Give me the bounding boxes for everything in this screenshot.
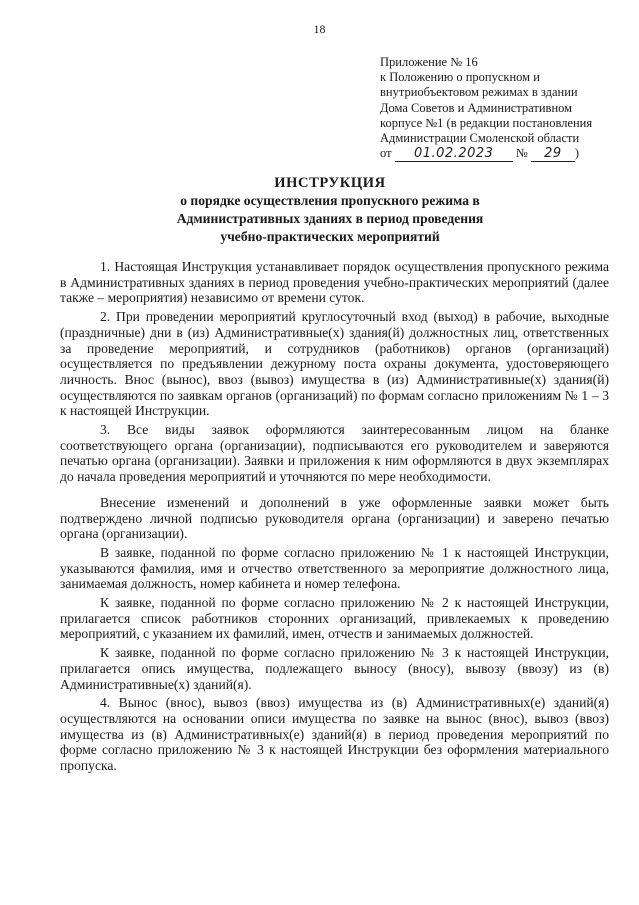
handwritten-date: 01.02.2023 <box>395 147 513 162</box>
appendix-line: к Положению о пропускном и <box>380 70 540 85</box>
appendix-line: Администрации Смоленской области <box>380 131 580 146</box>
close-paren: ) <box>574 146 580 161</box>
paragraph-appendix-2: К заявке, поданной по форме согласно приложению № 2 к настоящей Инструкции, прилагается список работников сторонних организаций, привлекаемых к проведению мероприятий, с указанием их фамилий, имен, отчеств и занимаемых должностей. <box>60 595 609 642</box>
appendix-line: Дома Советов и Административном <box>380 100 573 115</box>
number-sign: № <box>515 146 528 161</box>
appendix-line: внутриобъектовом режимах в здании <box>380 85 578 100</box>
paragraph-3: 3. Все виды заявок оформляются заинтересованным лицом на бланке соответствующего органа (организации), подписываются его руководителем и заверяются печатью органа (организации). Заявки и приложения к ним оформляются в двух экземплярах до начала проведения мероприятий и уточняются по мере необходимости. <box>60 422 609 485</box>
date-prefix: от <box>380 146 392 161</box>
paragraph-appendix-1: В заявке, поданной по форме согласно приложению № 1 к настоящей Инструкции, указываются фамилия, имя и отчество ответственного за мероприятие должностного лица, занимаемая должность, номер кабинета и номер телефона. <box>60 544 609 592</box>
document-title: ИНСТРУКЦИЯ <box>274 175 386 191</box>
document-subtitle-line: о порядке осуществления пропускного режима в <box>180 193 480 208</box>
paragraph-4: 4. Вынос (внос), вывоз (ввоз) имущества из (в) Административных(е) зданий(я) осуществляются на основании описи имущества по заявке на вынос (внос), вывоз (ввоз) имущества из (в) Административных(е) зданий(я) в период проведения мероприятий по форме согласно приложению № 3 к настоящей Инструкции без оформления материального пропуска. <box>60 695 609 774</box>
document-subtitle-line: Административных зданиях в период проведения <box>176 211 484 226</box>
handwritten-number: 29 <box>531 147 575 162</box>
document-subtitle-line: учебно-практических мероприятий <box>220 229 440 244</box>
appendix-date-line <box>380 146 620 162</box>
paragraph-1: 1. Настоящая Инструкция устанавливает порядок осуществления пропускного режима в Административных зданиях в период проведения учебно-практических мероприятий (далее также – мероприятия) независимо от времени суток. <box>60 259 609 306</box>
document-body <box>60 259 609 777</box>
page-number: 18 <box>313 22 326 36</box>
appendix-line: Приложение № 16 <box>380 55 478 69</box>
paragraph-appendix-3: К заявке, поданной по форме согласно приложению № 3 к настоящей Инструкции, прилагается опись имущества, подлежащего выносу (вносу), вывозу (ввозу) из (в) Административные(х) зданий(я). <box>60 645 609 692</box>
paragraph-amendments: Внесение изменений и дополнений в уже оформленные заявки может быть подтверждено личной подписью руководителя органа (организации) и заверено печатью органа (организации). <box>60 494 609 542</box>
appendix-block <box>380 55 620 162</box>
document-heading <box>40 174 620 246</box>
appendix-line: корпусе №1 (в редакции постановления <box>380 115 593 130</box>
paragraph-2: 2. При проведении мероприятий круглосуточный вход (выход) в рабочие, выходные (праздничные) дни в (из) Административные(х) здания(й) должностных лиц, ответственных за проведение мероприятий, и сотрудников (работников) органов (организаций) осуществляется по предъявлении дежурному поста охраны документа, удостоверяющего личность. Внос (вынос), ввоз (вывоз) имущества в (из) Административные(х) здания(й) осуществляются по заявкам органов (организаций) по формам согласно приложениям № 1 – 3 к настоящей Инструкции. <box>60 309 609 419</box>
